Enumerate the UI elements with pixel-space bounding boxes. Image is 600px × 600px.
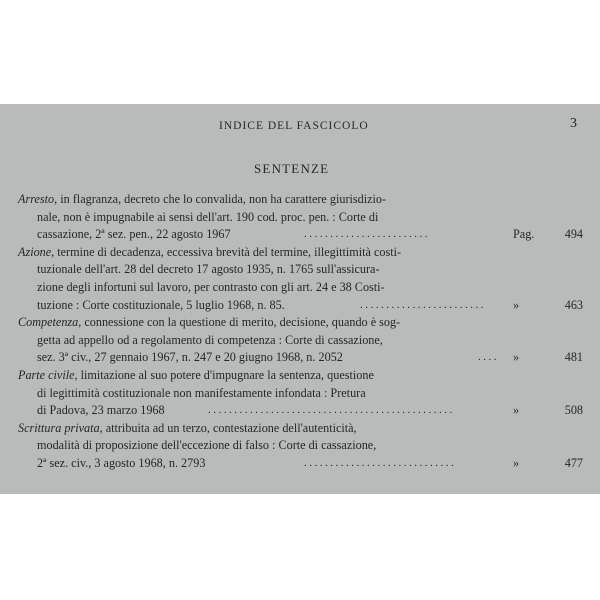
entry-text: , termine di decadenza, eccessiva brevità del termine, illegittimità costi- [51,244,402,259]
entry-text: , in flagranza, decreto che lo convalida, non ha carattere giurisdizio- [54,192,387,206]
section-title: SENTENZE [254,161,330,176]
entry-text: , connessione con la questione di merito, decisione, quando è sog- [78,315,401,330]
entry-text: tuzione : Corte costituzionale, 5 luglio 1968, n. 85. [37,297,285,312]
page-reference [513,297,583,315]
index-entries [18,191,583,473]
entry-term: Scrittura privata [18,420,100,435]
entry-term: Competenza [18,315,79,330]
ref-prefix: » [513,403,520,418]
entry-text: 2ª sez. civ., 3 agosto 1968, n. 2793 [37,455,206,470]
entry-line: getta ad appello od a regolamento di competenza : Corte di cassazione, [37,332,383,347]
running-header: INDICE DEL FASCICOLO [219,120,369,132]
entry-line [18,191,583,209]
entry-text: cassazione, 2ª sez. pen., 22 agosto 1967 [37,227,231,242]
entry-term: Parte civile [18,367,75,382]
index-entry [18,420,583,473]
entry-line: tuzionale dell'art. 28 del decreto 17 agosto 1935, n. 1765 sull'assicura- [37,262,380,277]
leader-dots: ............................. [304,456,457,469]
ref-page: 463 [564,297,583,312]
entry-line [18,244,583,262]
ref-prefix: » [513,297,520,312]
entry-line [18,367,583,385]
entry-line: modalità di proposizione dell'eccezione di falso : Corte di cassazione, [37,438,377,453]
page-reference [513,402,583,420]
page-reference [513,226,583,244]
entry-line [18,297,583,315]
entry-line [18,455,583,473]
entry-line [18,349,583,367]
ref-prefix: » [513,350,520,365]
entry-text: , limitazione al suo potere d'impugnare la sentenza, questione [74,367,374,382]
ref-page: 508 [564,403,583,418]
page-reference [513,349,583,367]
entry-line: zione degli infortuni sul lavoro, per contrasto con gli art. 24 e 38 Costi- [37,279,385,294]
page-number: 3 [570,116,577,131]
ref-prefix: Pag. [513,227,535,242]
entry-line: nale, non è impugnabile ai sensi dell'art. 190 cod. proc. pen. : Corte di [37,209,379,224]
leader-dots: .... [478,351,499,364]
leader-dots: ........................ [304,228,430,241]
page-reference [513,455,583,473]
entry-line [18,420,583,438]
index-entry [18,191,583,244]
entry-line [18,402,583,420]
entry-text: , attribuita ad un terzo, contestazione dell'autenticità, [99,420,357,435]
entry-text: di Padova, 23 marzo 1968 [37,403,165,418]
leader-dots: ............................................... [208,404,455,417]
entry-term: Arresto [18,192,55,206]
ref-prefix: » [513,455,520,470]
ref-page: 481 [564,350,583,365]
index-page [0,104,600,494]
index-entry [18,244,583,314]
index-entry [18,367,583,420]
entry-text: sez. 3ª civ., 27 gennaio 1967, n. 247 e 20 giugno 1968, n. 2052 [37,350,343,365]
ref-page: 477 [564,455,583,470]
entry-term: Azione [18,244,52,259]
entry-line: di legittimità costituzionale non manifestamente infondata : Pretura [37,385,366,400]
index-entry [18,314,583,367]
entry-line [18,314,583,332]
ref-page: 494 [564,227,583,242]
entry-line [18,226,583,244]
leader-dots: ........................ [360,298,486,311]
